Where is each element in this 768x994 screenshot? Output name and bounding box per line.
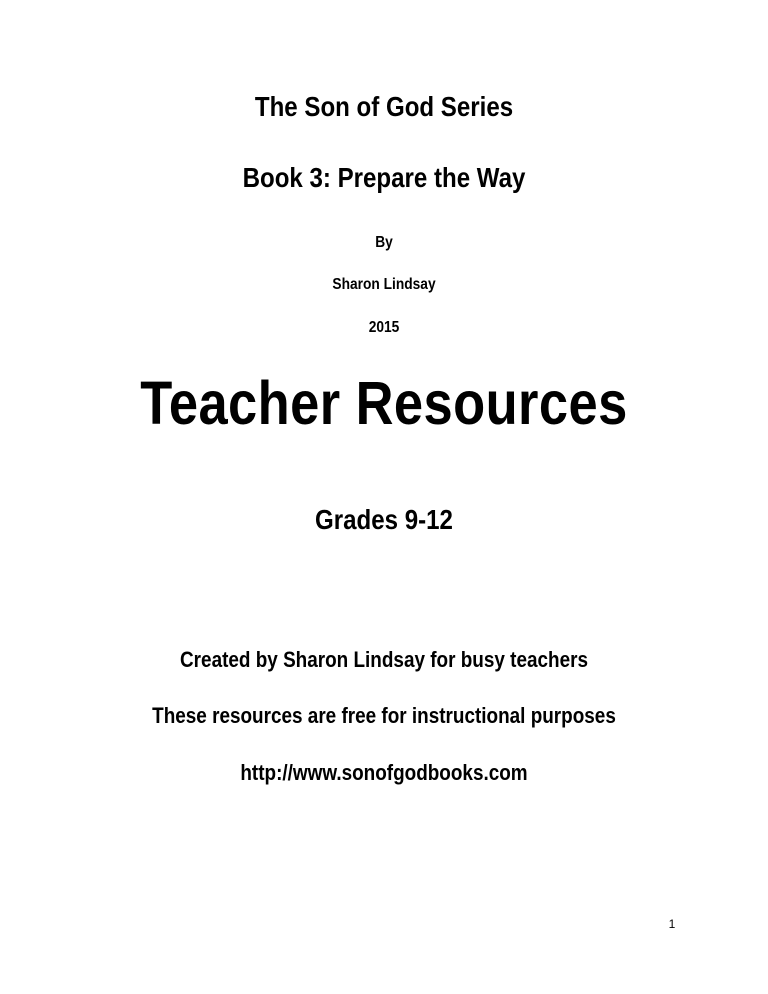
by-label: By (375, 234, 393, 251)
created-by-line: Created by Sharon Lindsay for busy teachers (180, 647, 588, 672)
author-name: Sharon Lindsay (332, 276, 436, 293)
publication-year: 2015 (368, 319, 400, 336)
series-title: The Son of God Series (254, 91, 514, 122)
grade-level: Grades 9-12 (315, 504, 453, 535)
main-title: Teacher Resources (140, 369, 628, 437)
usage-note: These resources are free for instructional purposes (152, 703, 616, 728)
book-title: Book 3: Prepare the Way (242, 162, 526, 193)
website-url: http://www.sonofgodbooks.com (240, 760, 528, 785)
page-number: 1 (668, 917, 676, 931)
